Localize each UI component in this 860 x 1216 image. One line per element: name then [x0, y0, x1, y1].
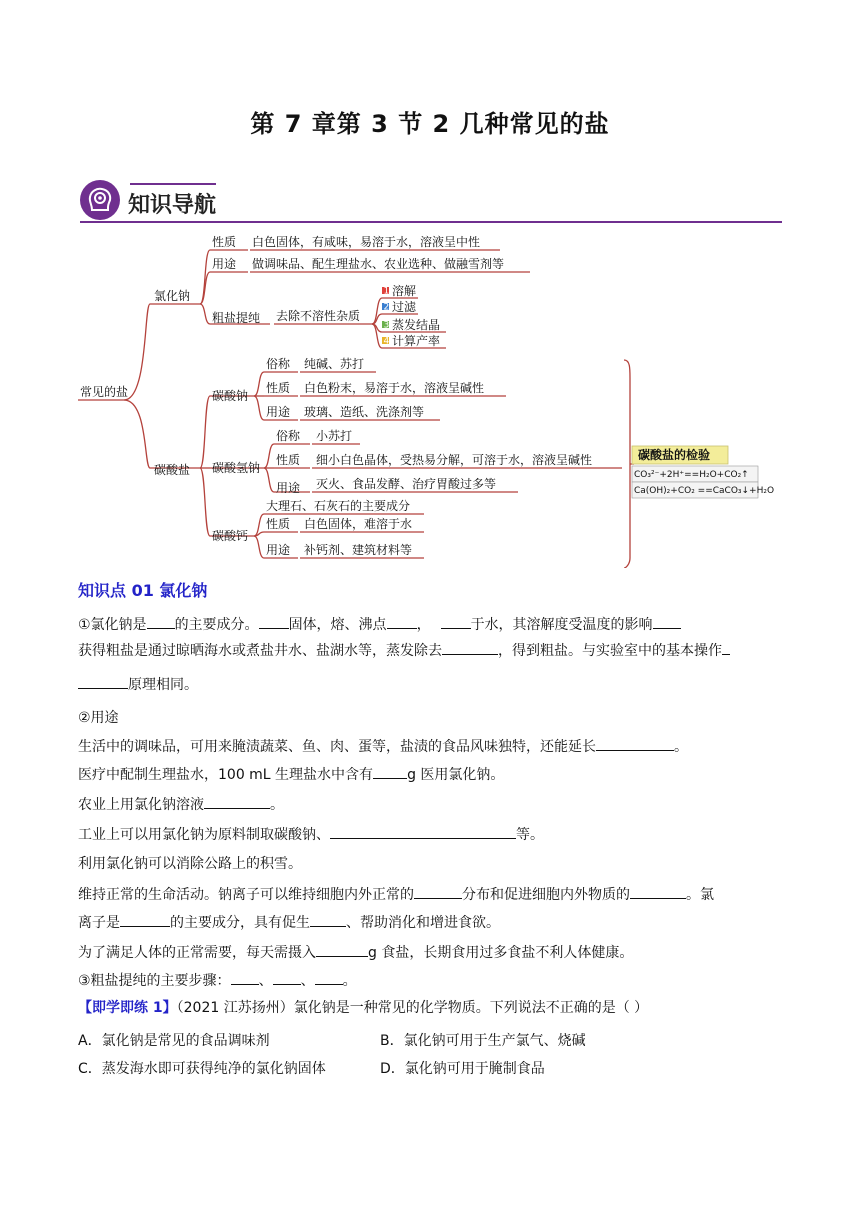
text: 、帮助消化和增进食欲。: [346, 915, 500, 931]
fill-blank[interactable]: [441, 614, 471, 629]
text: 原理相同。: [128, 677, 198, 693]
text: ①氯化钠是: [78, 617, 147, 633]
mm-nahco3-uses: 灭火、食品发酵、治疗胃酸过多等: [316, 477, 497, 491]
exercise-stem: [78, 998, 788, 1018]
exercise-question: （2021 江苏扬州）氯化钠是一种常见的化学物质。下列说法不正确的是（ ）: [176, 1000, 649, 1016]
text: g 食盐，长期食用过多食盐不利人体健康。: [368, 945, 634, 961]
mm-nahco3-alias-label: 俗称: [276, 429, 301, 443]
para-line-9: 利用氯化钠可以消除公路上的积雪。: [78, 856, 302, 872]
step-num-2: 2: [383, 302, 390, 313]
mm-na2co3-props: 白色粉末，易溶于水，溶液呈碱性: [304, 381, 485, 395]
mind-map: [78, 228, 778, 568]
text: 医疗中配制生理盐水，100 mL 生理盐水中含有: [78, 767, 374, 783]
text: ③粗盐提纯的主要步骤：: [78, 973, 231, 989]
option-a[interactable]: A．氯化钠是常见的食品调味剂: [78, 1033, 270, 1049]
mm-nacl-uses: 做调味品、配生理盐水、农业选种、做融雪剂等: [252, 257, 505, 271]
text: 。: [674, 739, 688, 755]
section-heading: 知识点 01 氯化钠: [78, 581, 208, 600]
fill-blank[interactable]: [204, 794, 270, 809]
nav-divider: [80, 221, 782, 223]
mm-caco3: 碳酸钙: [212, 529, 249, 543]
fill-blank[interactable]: [259, 614, 289, 629]
fill-blank[interactable]: [373, 764, 407, 779]
mm-na2co3: 碳酸钠: [212, 389, 249, 403]
mm-caco3-uses: 补钙剂、建筑材料等: [304, 543, 413, 557]
step-num-1: 1: [383, 286, 390, 297]
para-line-2: [78, 640, 788, 661]
fill-blank[interactable]: [316, 942, 368, 957]
fill-blank[interactable]: [78, 674, 128, 689]
para-line-10: [78, 884, 788, 905]
text: 固体，熔、沸点: [288, 617, 387, 633]
mm-na2co3-alias: 纯碱、苏打: [304, 357, 365, 371]
para-line-11: [78, 912, 788, 933]
text: 为了满足人体的正常需要，每天需摄入: [78, 945, 316, 961]
fill-blank[interactable]: [231, 970, 259, 985]
mm-na2co3-uses-label: 用途: [266, 405, 291, 419]
text: 。: [342, 973, 357, 989]
text: 生活中的调味品，可用来腌渍蔬菜、鱼、肉、蛋等，盐渍的食品风味独特，还能延长: [78, 739, 596, 755]
mm-na2co3-uses: 玻璃、造纸、洗涤剂等: [304, 405, 425, 419]
step-num-3: 3: [383, 320, 390, 331]
text: g 医用氯化钠。: [407, 767, 505, 783]
mm-nahco3: 碳酸氢钠: [212, 461, 261, 475]
text: 离子是: [78, 915, 120, 931]
text: 。氯: [686, 887, 714, 903]
mm-nahco3-uses-label: 用途: [276, 481, 301, 495]
text: 的主要成分，具有促生: [170, 915, 310, 931]
mm-nacl-uses-label: 用途: [212, 257, 237, 271]
text: 等。: [516, 827, 544, 843]
mm-caco3-props-label: 性质: [266, 517, 291, 531]
text: ，得到粗盐。与实验室中的基本操作: [498, 643, 722, 659]
text: 、: [258, 973, 273, 989]
mm-nahco3-props-label: 性质: [276, 453, 301, 467]
mm-nacl-purify-label: 粗盐提纯: [212, 311, 261, 325]
nav-top-line: [130, 183, 216, 185]
mm-nahco3-alias: 小苏打: [316, 429, 353, 443]
mm-root: 常见的盐: [80, 385, 129, 399]
fill-blank[interactable]: [722, 640, 730, 655]
text: 维持正常的生命活动。钠离子可以维持细胞内外正常的: [78, 887, 414, 903]
page-title: 第 7 章第 3 节 2 几种常见的盐: [250, 110, 610, 138]
test-eq2: Ca(OH)₂+CO₂ ==CaCO₃↓+H₂O: [634, 486, 775, 496]
mm-nacl-purify-text: 去除不溶性杂质: [276, 309, 361, 323]
para-line-4: ②用途: [78, 710, 119, 726]
fill-blank[interactable]: [387, 614, 417, 629]
para-line-7: [78, 794, 788, 815]
para-line-6: [78, 764, 788, 785]
step-num-4: 4: [383, 336, 390, 347]
mm-caco3-props: 白色固体，难溶于水: [304, 517, 413, 531]
fill-blank[interactable]: [330, 824, 516, 839]
fill-blank[interactable]: [273, 970, 301, 985]
mm-nahco3-props: 细小白色晶体，受热易分解，可溶于水，溶液呈碱性: [316, 453, 593, 467]
nav-title: 知识导航: [128, 193, 217, 218]
fill-blank[interactable]: [147, 614, 175, 629]
para-line-12: [78, 942, 788, 963]
step-2: 过滤: [392, 300, 417, 314]
step-3: 蒸发结晶: [392, 318, 441, 332]
fill-blank[interactable]: [414, 884, 462, 899]
mm-nacl: 氯化钠: [154, 289, 191, 303]
text: 于水，其溶解度受温度的影响: [470, 617, 653, 633]
fill-blank[interactable]: [630, 884, 686, 899]
para-line-1: [78, 614, 788, 635]
fill-blank[interactable]: [315, 970, 343, 985]
fill-blank[interactable]: [653, 614, 681, 629]
para-line-13: [78, 970, 788, 991]
mm-carbonate: 碳酸盐: [154, 463, 191, 477]
mm-caco3-uses-label: 用途: [266, 543, 291, 557]
mm-na2co3-alias-label: 俗称: [266, 357, 291, 371]
mm-na2co3-props-label: 性质: [266, 381, 291, 395]
para-line-5: [78, 736, 788, 757]
text: 工业上可以用氯化钠为原料制取碳酸钠、: [78, 827, 330, 843]
exercise-tag: 【即学即练 1】: [78, 1000, 177, 1016]
text: 获得粗盐是通过晾晒海水或煮盐井水、盐湖水等，蒸发除去: [78, 643, 442, 659]
option-c[interactable]: C．蒸发海水即可获得纯净的氯化钠固体: [78, 1061, 326, 1077]
mm-nacl-props: 白色固体，有咸味，易溶于水，溶液呈中性: [252, 235, 481, 249]
test-title: 碳酸盐的检验: [638, 448, 711, 462]
text: 、: [300, 973, 315, 989]
brain-gear-icon: [80, 180, 120, 220]
para-line-8: [78, 824, 788, 845]
test-eq1: CO₃²⁻+2H⁺==H₂O+CO₂↑: [634, 470, 749, 480]
text: 农业上用氯化钠溶液: [78, 797, 204, 813]
step-4: 计算产率: [392, 334, 441, 348]
text: ，: [416, 617, 431, 633]
option-b[interactable]: B．氯化钠可用于生产氯气、烧碱: [380, 1033, 586, 1049]
text: 的主要成分。: [174, 617, 259, 633]
para-line-3: [78, 674, 788, 695]
mm-caco3-source: 大理石、石灰石的主要成分: [266, 499, 411, 513]
text: 。: [270, 797, 284, 813]
fill-blank[interactable]: [596, 736, 674, 751]
step-1: 溶解: [392, 284, 417, 298]
fill-blank[interactable]: [442, 640, 498, 655]
text: 分布和促进细胞内外物质的: [462, 887, 630, 903]
fill-blank[interactable]: [120, 912, 170, 927]
option-d[interactable]: D．氯化钠可用于腌制食品: [380, 1061, 545, 1077]
fill-blank[interactable]: [310, 912, 346, 927]
mm-nacl-props-label: 性质: [212, 235, 237, 249]
